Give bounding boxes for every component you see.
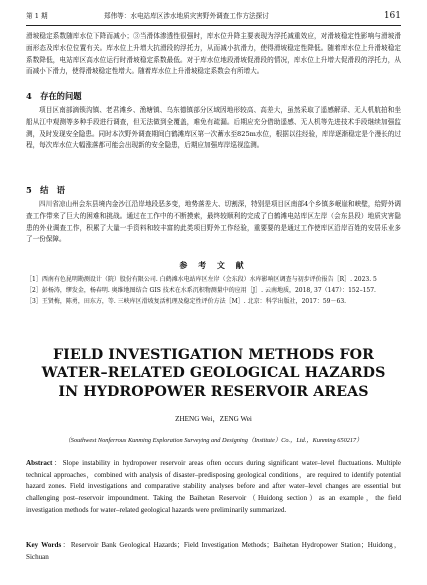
section-4-paragraph: 项目区南部滴锁沟镇、老君滩乡、渔塘镇、乌东德镇部分区域因地形较高、高差大，虽然采取了遥感解译、无人机航拍和坐船从江中观测等多种手段进行调查，但无法做到全覆盖，难免有疏漏。后期应充分借助遥感、无人机等先进技术手段继续加强监测，及时发现安全隐患。同时本次野外调查期间白鹤滩库区第一次蓄水至825m水位，根据以往经验，库岸逐渐稳定是个漫长的过程，每次库水位大幅涨落都可能会出现新的安全隐患，后期应加强库岸巡视监测。 (26, 106, 401, 150)
abstract-text: ：Slope instability in hydropower reservoir areas often occurs during significant water–level fluctuations. Multiple technical approaches，combined with analysis of disaster–predisposing geological conditions，are required to identify potential hazard zones. Field investigations and comparative stability analyses before and after water–level changes are essential but challenging post–reservoir impoundment. Taking the Baihetan Reservoir（Huidong section）as an example，the field investigation methods for water–related geological hazards were preliminarily summarized. (26, 459, 401, 514)
reference-item: ［3］王贤梅，陈勇，田东方，等. 三峡库区滑坡复活机理及稳定性评价方法［M］. 北京：科学出版社，2017：59－63. (26, 298, 347, 305)
intro-paragraph: 滑坡稳定系数随库水位下降而减小；③当滑体渗透性很强时，库水位升降主要表现为浮托减重效应，对滑坡稳定性影响与滑坡滑面形态及库水位位置有关。库水位上升增大抗滑段的浮托力，从而减小抗滑力，使得滑坡稳定性降低。随着库水位上升滑坡稳定系数降低，电站库区高水位运行时滑坡稳定系数最低。对于库水位地段滑坡促滑段的情况，库水位上升增大促滑段的浮托力，从而减小下滑力，使得滑坡稳定性增大。随着库水位上升滑坡稳定系数会有所增大。 (26, 32, 401, 76)
running-title: 郑伟等：水电站库区涉水地质灾害野外调查工作方法探讨 (104, 12, 269, 20)
reference-list (26, 274, 401, 307)
abstract-label: Abstract (26, 459, 53, 467)
english-title-line: IN HYDROPOWER RESERVOIR AREAS (58, 383, 369, 400)
reference-item: ［2］彭杨涛，缪发金，杨春明. 奥维地图结合 GIS 技术在水系沉积物测量中的应用［J］. 云南地质，2018, 37（147）：152–157. (26, 287, 376, 294)
issue-number: 第 1 期 (26, 12, 48, 20)
keywords-text: ：Reservoir Bank Geological Hazards；Field Investigation Methods；Baihetan Hydropower Station；Huidong，Sichuan (26, 541, 401, 561)
reference-item: ［1］西南有色昆明勘测设计（院）股份有限公司. 白鹤滩水电站库区左岸（会东段）水库影响区调查与初步评价报告［R］. 2023. 5 (26, 276, 377, 283)
header-rule (26, 25, 401, 26)
english-affiliation: （Southwest Nonferrous Kunming Exploration Surveying and Designing（Institute）Co.，Ltd.，Kunming 650217） (64, 437, 363, 444)
section-4-heading: 4 存在的问题 (26, 91, 82, 101)
references-title: 参 考 文 献 (179, 260, 248, 270)
section-5-paragraph: 四川省凉山州会东县境内金沙江沿岸地段恶多变，地势落差大、切割深，特别是项目区南部4个乡镇多岷崖和峡壁，给野外调查工作带来了巨大的困难和挑战。通过在工作中的不断摸索，最终较顺利的完成了白鹤滩电站库区左岸（会东县段）地质灾害隐患的外业调查工作，积累了大量一手资料和较丰富的此类项目野外工作经验，重要要的是通过工作使库区沿岸百姓的安居乐业多了一份保障。 (26, 200, 401, 244)
running-header (26, 8, 401, 24)
english-title (26, 346, 401, 401)
english-abstract (26, 458, 401, 517)
english-authors: ZHENG Wei，ZENG Wei (175, 415, 252, 423)
english-title-line: FIELD INVESTIGATION METHODS FOR (52, 347, 375, 363)
english-title-line: WATER–RELATED GEOLOGICAL HAZARDS (41, 365, 386, 382)
section-5-heading: 5 结 语 (26, 185, 65, 195)
keywords-label: Key Words (26, 541, 62, 549)
page-number: 161 (383, 11, 401, 21)
english-keywords (26, 540, 401, 563)
